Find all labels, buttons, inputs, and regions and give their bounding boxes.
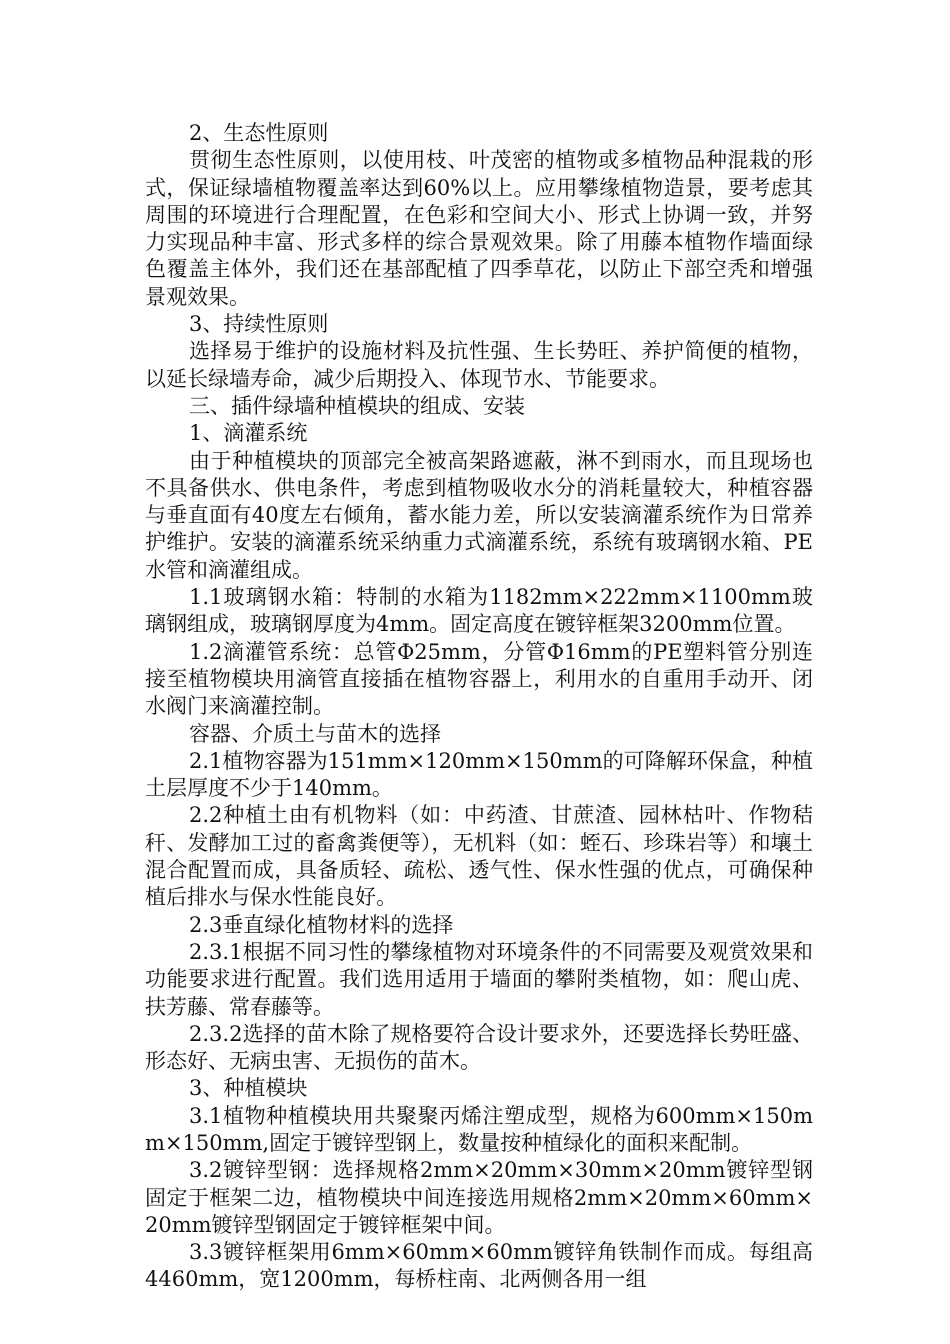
paragraph-sustainability-principle: 选择易于维护的设施材料及抗性强、生长势旺、养护简便的植物，以延长绿墙寿命，减少后期投入、体现节水、节能要求。 <box>145 339 813 391</box>
paragraph-seedling-selection: 2.3.2选择的苗木除了规格要符合设计要求外，还要选择长势旺盛、形态好、无病虫害、无损伤的苗木。 <box>145 1021 813 1074</box>
heading-ecological-principle: 2、生态性原则 <box>189 121 329 145</box>
heading-container-soil-seedling: 容器、介质土与苗木的选择 <box>189 721 441 746</box>
heading-planting-module: 3、种植模块 <box>189 1076 308 1101</box>
section-heading-module-composition: 三、插件绿墙种植模块的组成、安装 <box>189 393 525 418</box>
paragraph-galvanized-steel: 3.2镀锌型钢：选择规格2mm×20mm×30mm×20mm镀锌型钢固定于框架二边，植物模块中间连接选用规格2mm×20mm×60mm×20mm镀锌型钢固定于镀锌框架中间。 <box>145 1158 813 1237</box>
paragraph-planting-soil: 2.2种植土由有机物料（如：中药渣、甘蔗渣、园林枯叶、作物秸秆、发酵加工过的畜禽粪便等），无机料（如：蛭石、珍珠岩等）和壤土混合配置而成，具备质轻、疏松、透气性、保水性强的优点，可确保种植后排水与保水性能良好。 <box>145 803 813 910</box>
paragraph-ecological-principle: 贯彻生态性原则，以使用枝、叶茂密的植物或多植物品种混栽的形式，保证绿墙植物覆盖率达到60%以上。应用攀缘植物造景，要考虑其周围的环境进行合理配置，在色彩和空间大小、形式上协调一致，并努力实现品种丰富、形式多样的综合景观效果。除了用藤本植物作墙面绿色覆盖主体外，我们还在基部配植了四季草花，以防止下部空秃和增强景观效果。 <box>145 148 813 309</box>
paragraph-container: 2.1植物容器为151mm×120mm×150mm的可降解环保盒，种植土层厚度不少于140mm。 <box>145 748 813 801</box>
paragraph-plant-configuration: 2.3.1根据不同习性的攀缘植物对环境条件的不同需要及观赏效果和功能要求进行配置。我们选用适用于墙面的攀附类植物，如：爬山虎、扶芳藤、常春藤等。 <box>145 939 813 1019</box>
paragraph-drip-pipe: 1.2滴灌管系统：总管Φ25mm，分管Φ16mm的PE塑料管分别连接至植物模块用滴管直接插在植物容器上，利用水的自重用手动开、闭水阀门来滴灌控制。 <box>145 639 813 719</box>
paragraph-drip-irrigation: 由于种植模块的顶部完全被高架路遮蔽，淋不到雨水，而且现场也不具备供水、供电条件，考虑到植物吸收水分的消耗量较大，种植容器与垂直面有40度左右倾角，蓄水能力差，所以安装滴灌系统作为日常养护维护。安装的滴灌系统采纳重力式滴灌系统，系统有玻璃钢水箱、PE水管和滴灌组成。 <box>145 448 813 582</box>
paragraph-galvanized-frame: 3.3镀锌框架用6mm×60mm×60mm镀锌角铁制作而成。每组高4460mm，宽1200mm，每桥柱南、北两侧各用一组 <box>145 1240 813 1292</box>
paragraph-water-tank: 1.1玻璃钢水箱：特制的水箱为1182mm×222mm×1100mm玻璃钢组成，玻璃钢厚度为4mm。固定高度在镀锌框架3200mm位置。 <box>145 585 813 637</box>
heading-plant-material: 2.3垂直绿化植物材料的选择 <box>189 912 454 937</box>
heading-drip-irrigation: 1、滴灌系统 <box>189 421 308 446</box>
paragraph-module-spec: 3.1植物种植模块用共聚聚丙烯注塑成型，规格为600mm×150mm×150mm,固定于镀锌型钢上，数量按种植绿化的面积来配制。 <box>145 1103 813 1155</box>
heading-sustainability-principle: 3、持续性原则 <box>189 312 329 337</box>
document-page <box>145 120 813 1294</box>
